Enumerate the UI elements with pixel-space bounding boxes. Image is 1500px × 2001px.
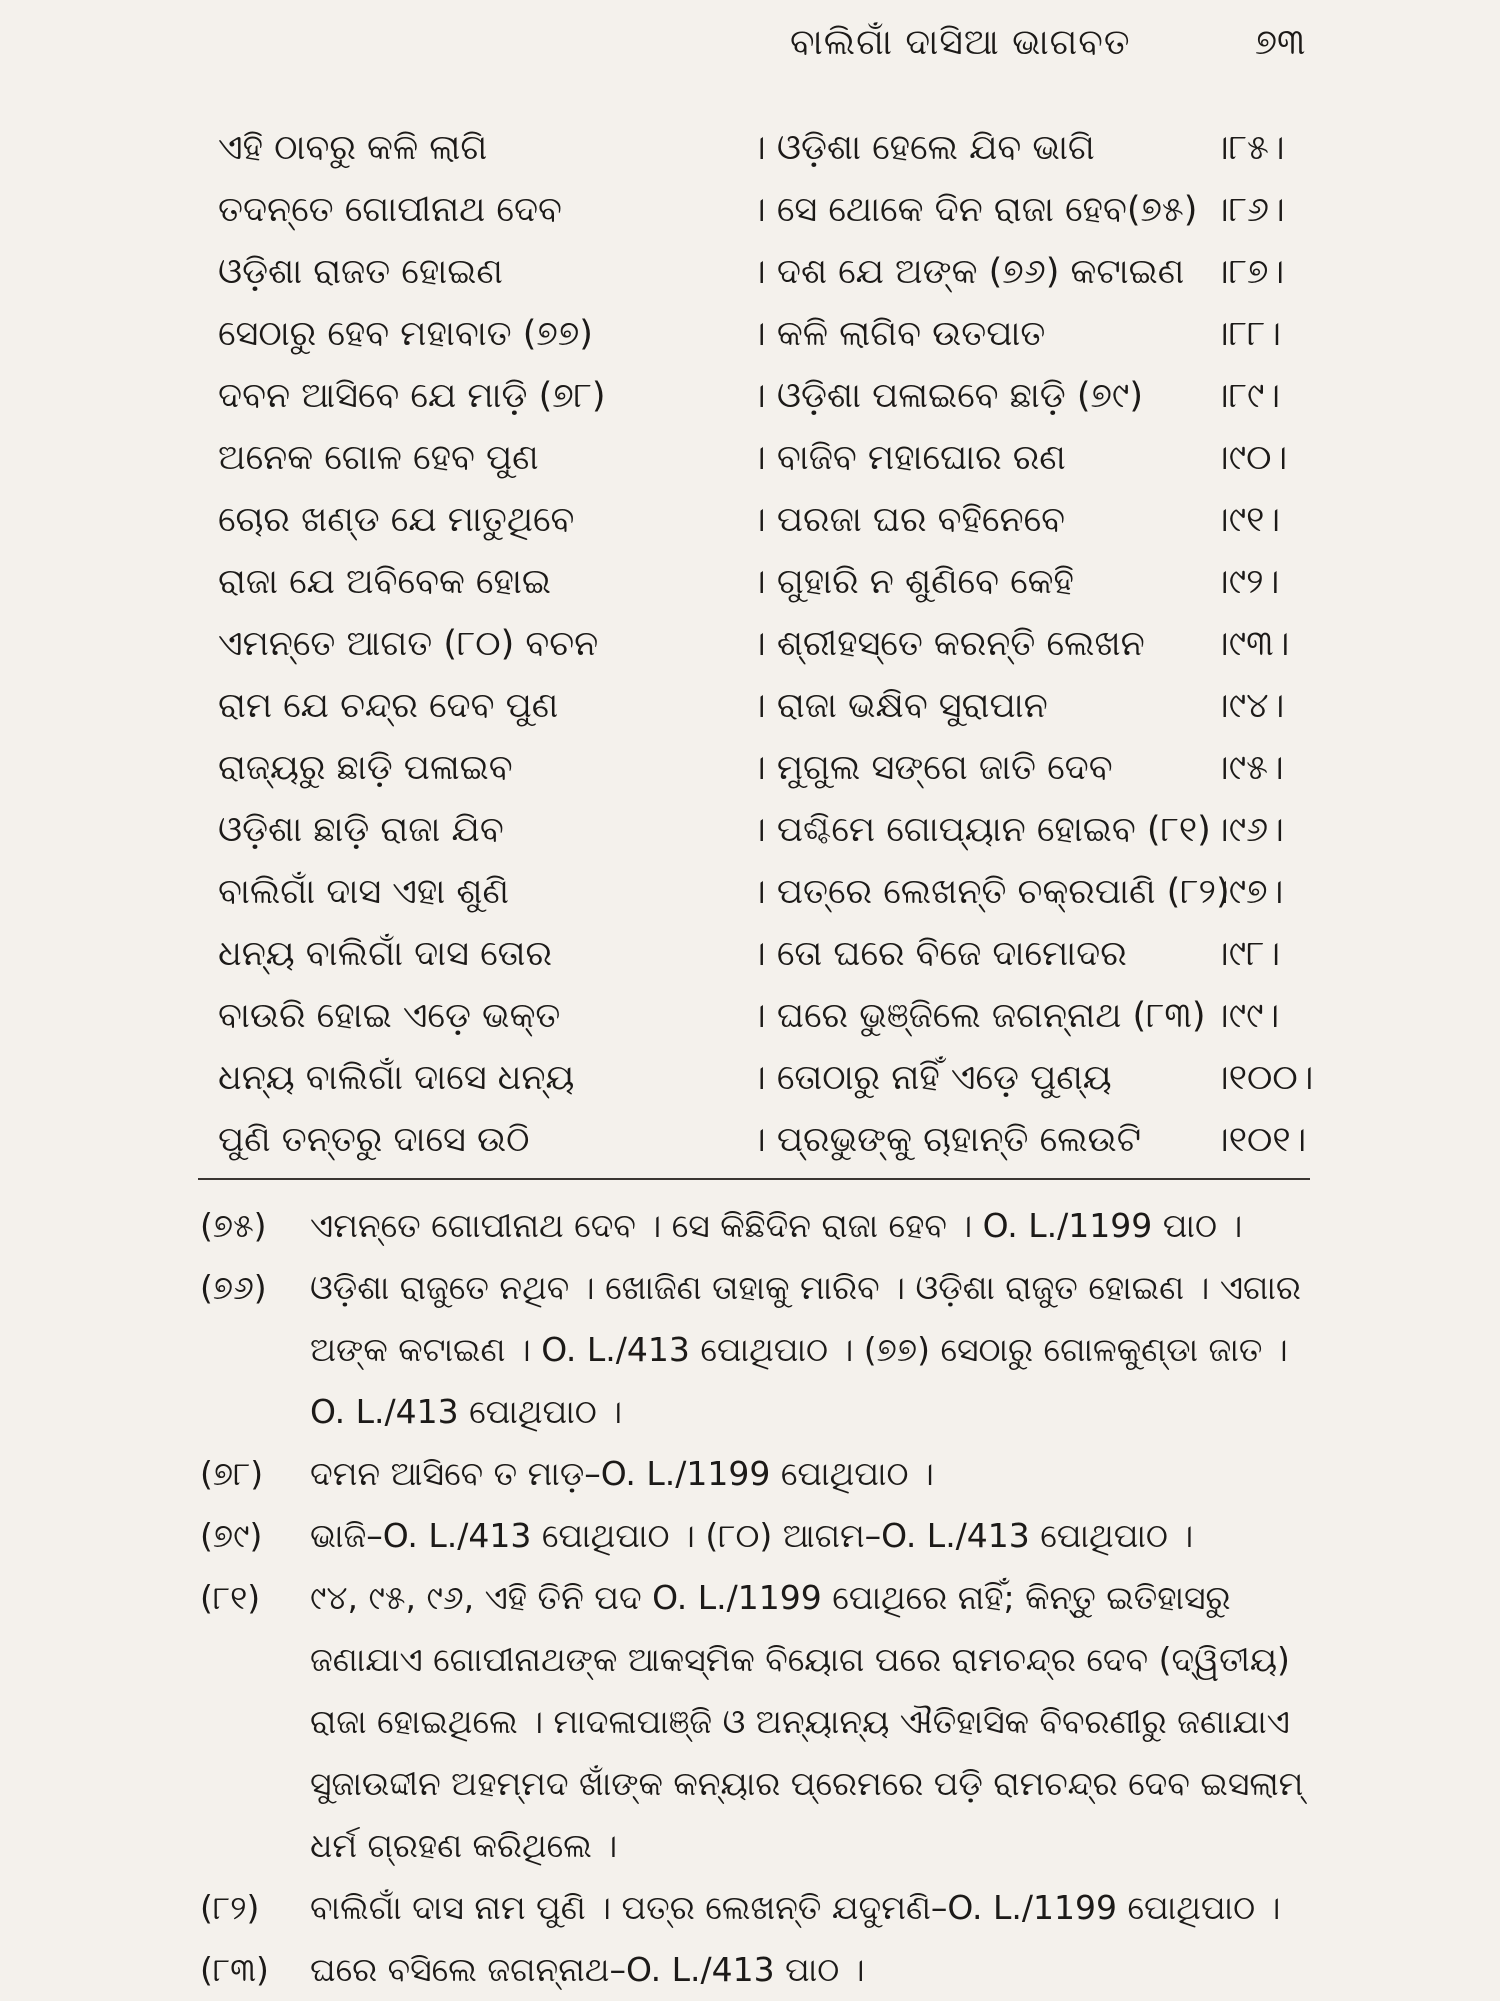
verse-row [218, 740, 1308, 802]
verse-second-half: । ଶ୍ରୀହସ୍ତେ କରନ୍ତି ଲେଖନ [750, 624, 1145, 664]
footnote-label: (୭୮) [200, 1454, 264, 1493]
verse-second-half: । ଦଶ ଯେ ଅଙ୍କ (୭୬) କଟାଇଣ [750, 252, 1185, 292]
verse-first-half: ବାଲିଗାଁ ଦାସ ଏହା ଶୁଣି [218, 872, 509, 912]
verse-list [218, 120, 1314, 1174]
footnote-list [200, 1195, 1315, 2001]
verse-row [218, 988, 1308, 1050]
verse-first-half: ରାଜ୍ୟରୁ ଛାଡ଼ି ପଳାଇବ [218, 748, 513, 788]
verse-number: ।୮୫। [1213, 128, 1285, 168]
verse-row [218, 616, 1308, 678]
verse-row [218, 492, 1308, 554]
verse-first-half: ଓଡ଼ିଶା ରାଜତ ହୋଇଣ [218, 252, 503, 292]
verse-number: ।୯୯। [1213, 996, 1280, 1036]
verse-first-half: ରାଜା ଯେ ଅବିବେକ ହୋଇ [218, 562, 551, 602]
footnote [200, 1505, 1315, 1567]
verse-row [218, 678, 1308, 740]
footnote [200, 1939, 1315, 2001]
verse-first-half: ଦବନ ଆସିବେ ଯେ ମାଡ଼ି (୭୮) [218, 376, 606, 416]
verse-row [218, 554, 1308, 616]
verse-second-half: । ମୁଗୁଲ ସଙ୍ଗେ ଜାତି ଦେବ [750, 748, 1113, 788]
verse-first-half: ଓଡ଼ିଶା ଛାଡ଼ି ରାଜା ଯିବ [218, 810, 504, 850]
verse-second-half: । କଳି ଲାଗିବ ଉତପାତ [750, 314, 1046, 354]
verse-row [218, 1050, 1314, 1112]
verse-second-half: । ପରଜା ଘର ବହିନେବେ [750, 500, 1065, 540]
footnote-text: ଏମନ୍ତେ ଗୋପୀନାଥ ଦେବ । ସେ କିଛିଦିନ ରାଜା ହେବ । O. L./1199 ପାଠ । [310, 1206, 1243, 1245]
verse-number: ।୯୬। [1213, 810, 1284, 850]
page-number: ୭୩ [1255, 22, 1306, 63]
verse-row [218, 306, 1308, 368]
verse-second-half: । ରାଜା ଭକ୍ଷିବ ସୁରାପାନ [750, 686, 1048, 726]
footnote-text: ବାଲିଗାଁ ଦାସ ନାମ ପୁଣି । ପତ୍ର ଲେଖନ୍ତି ଯଦୁମଣି–O. L./1199 ପୋଥିପାଠ । [310, 1888, 1281, 1927]
verse-first-half: ଧନ୍ୟ ବାଲିଗାଁ ଦାସେ ଧନ୍ୟ [218, 1058, 575, 1098]
verse-row [218, 368, 1308, 430]
footnote-text: ୯୪, ୯୫, ୯୬, ଏହି ତିନି ପଦ O. L./1199 ପୋଥିରେ ନାହିଁ; କିନ୍ତୁ ଇତିହାସରୁ ଜଣାଯାଏ ଗୋପୀନାଥଙ୍କ ଆକସ୍ମିକ ବିୟୋଗ ପରେ ରାମଚନ୍ଦ୍ର ଦେବ (ଦ୍ୱିତୀୟ) ରାଜା ହୋଇଥିଲେ । ମାଦଳାପାଞ୍ଜି ଓ ଅନ୍ୟାନ୍ୟ ଐତିହାସିକ ବିବରଣୀରୁ ଜଣାଯାଏ ସୁଜାଉଦ୍ଦୀନ ଅହମ୍ମଦ ଖାଁଙ୍କ କନ୍ୟାର ପ୍ରେମରେ ପଡ଼ି ରାମଚନ୍ଦ୍ର ଦେବ ଇସଲାମ୍ ଧର୍ମ ଗ୍ରହଣ କରିଥିଲେ । [310, 1578, 1304, 1865]
verse-row [218, 926, 1308, 988]
verse-number: ।୮୭। [1213, 252, 1285, 292]
verse-first-half: ଏମନ୍ତେ ଆଗତ (୮୦) ବଚନ [218, 624, 599, 664]
footnote-label: (୮୩) [200, 1950, 269, 1989]
verse-row [218, 1112, 1308, 1174]
verse-number: ।୮୯। [1213, 376, 1281, 416]
verse-number: ।୮୬। [1213, 190, 1285, 230]
footnote-label: (୮୨) [200, 1888, 260, 1927]
verse-first-half: ପୁଣି ତନ୍ତରୁ ଦାସେ ଉଠି [218, 1120, 530, 1160]
verse-row [218, 244, 1308, 306]
verse-second-half: । ପ୍ରଭୁଙ୍କୁ ଚାହାନ୍ତି ଲେଉଟି [750, 1120, 1141, 1160]
footnote-text: ଓଡ଼ିଶା ରାଜୁତେ ନଥିବ । ଖୋଜିଣ ତାହାକୁ ମାରିବ । ଓଡ଼ିଶା ରାଜୁତ ହୋଇଣ । ଏଗାର ଅଙ୍କ କଟାଇଣ । O. L./413 ପୋଥିପାଠ । (୭୭) ସେଠାରୁ ଗୋଳକୁଣ୍ଡା ଜାତ । O. L./413 ପୋଥିପାଠ । [310, 1268, 1301, 1431]
footnote-text: ଭାଜି–O. L./413 ପୋଥିପାଠ । (୮୦) ଆଗମ–O. L./413 ପୋଥିପାଠ । [310, 1516, 1194, 1555]
verse-second-half: । ଘରେ ଭୁଞ୍ଜିଲେ ଜଗନ୍ନାଥ (୮୩) [750, 996, 1206, 1036]
verse-number: ।୯୪। [1213, 686, 1285, 726]
verse-first-half: ଅନେକ ଗୋଳ ହେବ ପୁଣ [218, 438, 539, 478]
footnote-label: (୭୬) [200, 1268, 267, 1307]
verse-second-half: । ତୋଠାରୁ ନାହିଁ ଏଡ଼େ ପୁଣ୍ୟ [750, 1058, 1112, 1098]
verse-second-half: । ତୋ ଘରେ ବିଜେ ଦାମୋଦର [750, 934, 1127, 974]
verse-second-half: । ପଶ୍ଚିମେ ଗୋପ୍ୟାନ ହୋଇବ (୮୧) [750, 810, 1211, 850]
verse-number: ।୯୦। [1213, 438, 1288, 478]
footnote-label: (୮୧) [200, 1578, 261, 1617]
footnote-text: ଘରେ ବସିଲେ ଜଗନ୍ନାଥ–O. L./413 ପାଠ । [310, 1950, 865, 1989]
verse-first-half: ଏହି ଠାବରୁ କଳି ଲାଗି [218, 128, 488, 168]
verse-first-half: ଧନ୍ୟ ବାଲିଗାଁ ଦାସ ତୋର [218, 934, 552, 974]
verse-second-half: । ବାଜିବ ମହାଘୋର ରଣ [750, 438, 1066, 478]
verse-number: ।୯୫। [1213, 748, 1284, 788]
verse-second-half: । ଗୁହାରି ନ ଶୁଣିବେ କେହି [750, 562, 1074, 602]
verse-number: ।୧୦୦। [1213, 1058, 1314, 1098]
verse-number: ।୧୦୧। [1213, 1120, 1307, 1160]
verse-first-half: ଚୋର ଖଣ୍ଡ ଯେ ମାତୁଥିବେ [218, 500, 575, 540]
verse-row [218, 430, 1308, 492]
verse-row [218, 802, 1308, 864]
footnote [200, 1567, 1315, 1877]
footnote [200, 1877, 1315, 1939]
footnote [200, 1443, 1315, 1505]
verse-number: ।୯୧। [1213, 500, 1281, 540]
footnote-text: ଦମନ ଆସିବେ ତ ମାଡ଼–O. L./1199 ପୋଥିପାଠ । [310, 1454, 934, 1493]
verse-second-half: । ସେ ଥୋକେ ଦିନ ରାଜା ହେବ(୭୫) [750, 190, 1198, 230]
running-header-title: ବାଲିଗାଁ ଦାସିଆ ଭାଗବତ [790, 22, 1131, 63]
verse-second-half: । ପତ୍ରେ ଲେଖନ୍ତି ଚକ୍ରପାଣି (୮୨) [750, 872, 1230, 912]
verse-number: ।୮୮। [1213, 314, 1282, 354]
footnote-label: (୭୫) [200, 1206, 267, 1245]
verse-number: ।୯୨। [1213, 562, 1280, 602]
footnote-label: (୭୯) [200, 1516, 263, 1555]
verse-row [218, 120, 1308, 182]
verse-first-half: ରାମ ଯେ ଚନ୍ଦ୍ର ଦେବ ପୁଣ [218, 686, 559, 726]
verse-first-half: ବାଉରି ହୋଇ ଏଡ଼େ ଭକ୍ତ [218, 996, 561, 1036]
verse-row [218, 864, 1308, 926]
verse-first-half: ତଦନ୍ତେ ଗୋପୀନାଥ ଦେବ [218, 190, 562, 230]
footnote [200, 1257, 1315, 1443]
footnote-divider [198, 1178, 1310, 1180]
verse-first-half: ସେଠାରୁ ହେବ ମହାବାତ (୭୭) [218, 314, 593, 354]
verse-row [218, 182, 1308, 244]
verse-second-half: । ଓଡ଼ିଶା ହେଲେ ଯିବ ଭାଗି [750, 128, 1095, 168]
verse-second-half: । ଓଡ଼ିଶା ପଳାଇବେ ଛାଡ଼ି (୭୯) [750, 376, 1143, 416]
verse-number: ।୯୮। [1213, 934, 1281, 974]
verse-number: ।୯୭। [1213, 872, 1284, 912]
verse-number: ।୯୩। [1213, 624, 1290, 664]
footnote [200, 1195, 1315, 1257]
